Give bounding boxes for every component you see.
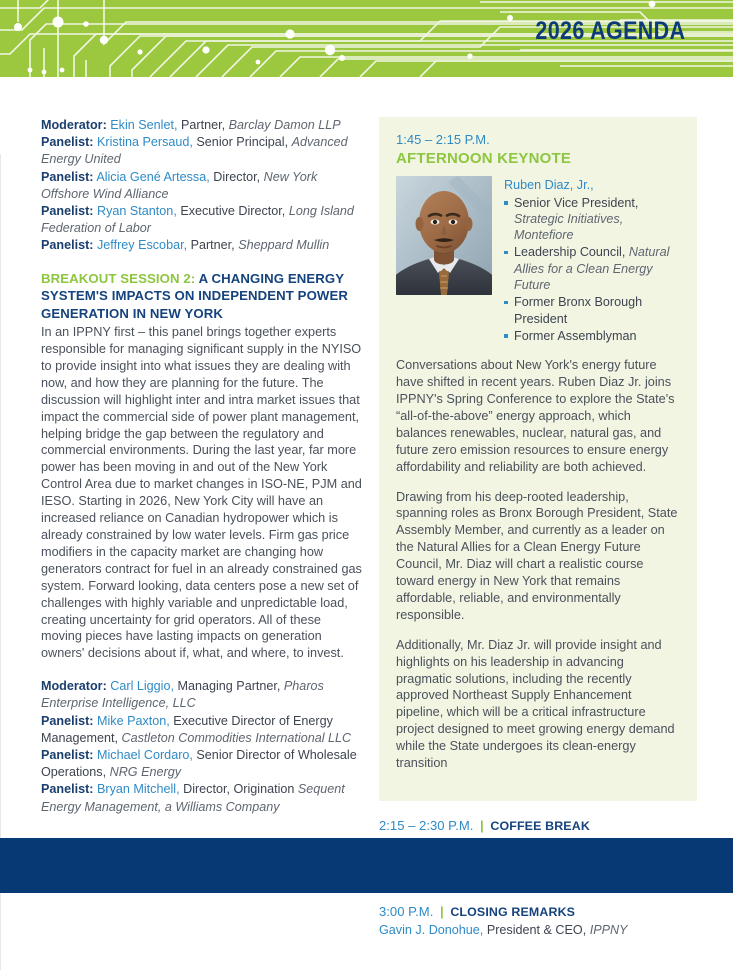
speaker-name: Jeffrey Escobar, xyxy=(97,238,188,253)
speaker-org: Sequent Energy Management, a Williams Company xyxy=(41,782,345,814)
credential-text: Former Bronx Borough President xyxy=(514,295,643,326)
speaker-title: Executive Director, xyxy=(180,204,286,219)
speaker-line xyxy=(41,117,363,134)
speaker-line xyxy=(41,237,363,254)
credential-text: Senior Vice President, xyxy=(514,195,639,210)
speaker-name: Mike Paxton, xyxy=(97,713,170,728)
schedule-time: 2:15 – 2:30 P.M. xyxy=(379,818,474,834)
speaker-org: NRG Energy xyxy=(109,765,181,780)
speaker-name: Ryan Stanton, xyxy=(97,204,177,219)
keynote-paragraph: Conversations about New York's energy future have shifted in recent years. Ruben Diaz Jr. joins IPPNY's Spring Conference to explore the State's “all-of-the-above” energy approach, which balances renewables, nuclear, natural gas, and future zero emission resources to ensure energy affordability and reliability are both achieved. xyxy=(396,358,675,474)
speaker-role: Panelist: xyxy=(41,238,94,253)
panel-two-speaker-list xyxy=(41,678,363,816)
speaker-role: Moderator: xyxy=(41,679,107,694)
schedule-label: CLOSING REMARKS xyxy=(450,905,576,920)
speaker-title: Partner, xyxy=(181,118,226,132)
session-kicker: BREAKOUT SESSION 2: xyxy=(41,270,196,286)
speaker-name: Michael Cordaro, xyxy=(97,748,193,763)
page-header xyxy=(0,0,733,77)
speaker-line xyxy=(41,713,363,747)
credential-italic: Strategic Initiatives, Montefiore xyxy=(514,211,624,243)
speaker-line xyxy=(41,747,363,781)
speaker-org: Castleton Commodities International LLC xyxy=(121,730,352,745)
session-description: In an IPPNY first – this panel brings together experts responsible for managing significant supply in the NYISO to provide insight into what issues they are dealing with now, and how they are planning for the future. The discussion will highlight inter and intra market issues that impact the commercial side of power plant management, helping bridge the gap between the regulatory and commercial environments. During the last year, far more power has been moving in and out of the New York Control Area due to market changes in ISO-NE, PJM and IESO. Starting in 2026, New York City will have an increased reliance on Canadian hydropower which is already constrained by low water levels. Firm gas price modifiers in the capacity market are changing how generators contract for fuel in an already constrained gas system. Forward looking, data centers pose a new set of challenges with highly variable and unpredictable load, creating uncertainty for grid operators. All of these moving pieces have lasting impacts on generation owners' decisions about if, what, and where, to invest. xyxy=(41,325,362,661)
speaker-name: Alicia Gené Artessa, xyxy=(96,169,210,184)
right-column xyxy=(379,117,697,955)
speaker-role: Panelist: xyxy=(41,748,94,763)
schedule-person xyxy=(379,922,697,939)
credential-item xyxy=(504,195,680,244)
speaker-title: Managing Partner, xyxy=(177,679,281,694)
schedule-separator: | xyxy=(440,904,444,920)
schedule-item-closing-remarks xyxy=(379,903,697,939)
speaker-name: Kristina Persaud, xyxy=(97,135,193,150)
keynote-paragraph: Additionally, Mr. Diaz Jr. will provide insight and highlights on his leadership in advancing pragmatic solutions, including the recently approved Northeast Supply Enhancement pipeline, which will be a critical infrastructure project designed to meet growing energy demand while the State undergoes its clean-energy transition xyxy=(396,637,675,771)
panel-one-speaker-list xyxy=(41,117,363,255)
speaker-title: Director, Origination xyxy=(183,782,295,797)
speaker-role: Panelist: xyxy=(41,204,94,219)
speaker-org: Barclay Damon LLP xyxy=(228,118,341,132)
person-name: Gavin J. Donohue, xyxy=(379,923,484,938)
session-title: A CHANGING ENERGY SYSTEM'S IMPACTS ON INDEPENDENT POWER GENERATION IN NEW YORK xyxy=(41,270,348,321)
keynote-speaker-name: Ruben Diaz, Jr., xyxy=(504,178,594,192)
speaker-line xyxy=(41,134,363,168)
speaker-line xyxy=(41,781,363,815)
person-title: President & CEO, xyxy=(486,923,587,938)
credential-italic: Natural Allies for a Clean Energy Future xyxy=(514,245,670,292)
left-column xyxy=(41,117,363,852)
page-body xyxy=(0,77,733,938)
speaker-role: Moderator: xyxy=(41,118,107,132)
keynote-heading: AFTERNOON KEYNOTE xyxy=(396,150,572,167)
speaker-title: Director, xyxy=(213,169,261,184)
keynote-speaker-summary xyxy=(396,176,680,345)
schedule-row xyxy=(379,903,697,921)
speaker-org: Advanced Energy United xyxy=(41,135,348,167)
keynote-credentials-list xyxy=(504,195,680,345)
speaker-line xyxy=(41,678,363,712)
speaker-title: Partner, xyxy=(190,238,235,253)
afternoon-keynote-card xyxy=(379,117,697,801)
credential-text: Former Assemblyman xyxy=(514,328,637,343)
speaker-role: Panelist: xyxy=(41,713,94,728)
breakout-session-heading xyxy=(41,270,363,323)
speaker-role: Panelist: xyxy=(41,169,94,184)
schedule-item-coffee-break xyxy=(379,817,697,835)
speaker-name: Bryan Mitchell, xyxy=(97,782,180,797)
schedule-separator: | xyxy=(480,818,484,834)
speaker-line xyxy=(41,169,363,203)
speaker-name: Carl Liggio, xyxy=(110,679,174,694)
keynote-bio xyxy=(504,176,680,345)
speaker-name: Ekin Senlet, xyxy=(110,118,178,132)
credential-item xyxy=(504,328,680,344)
keynote-paragraph: Drawing from his deep-rooted leadership, spanning roles as Bronx Borough President, State Assembly Member, and currently as a leader on the Natural Allies for a Clean Energy Future Council, Mr. Diaz will chart a realistic course toward energy in New York that remains affordable, reliable, and environmentally responsible. xyxy=(396,489,678,622)
speaker-title: Senior Principal, xyxy=(196,135,289,150)
speaker-org: Sheppard Mullin xyxy=(238,238,330,253)
speaker-title: Senior Director of Wholesale Operations, xyxy=(41,748,357,780)
speaker-org: New York Offshore Wind Alliance xyxy=(41,169,318,201)
schedule-row xyxy=(379,817,697,835)
speaker-title: Executive Director of Energy Management, xyxy=(41,713,333,745)
schedule-time: 3:00 P.M. xyxy=(379,904,434,920)
person-org: IPPNY xyxy=(589,923,628,938)
keynote-time: 1:45 – 2:15 P.M. xyxy=(396,132,490,147)
credential-text: Leadership Council, xyxy=(514,245,626,260)
page-footer-bar xyxy=(0,838,733,893)
speaker-role: Panelist: xyxy=(41,135,94,150)
credential-item xyxy=(504,244,680,293)
speaker-role: Panelist: xyxy=(41,782,94,797)
speaker-org: Long Island Federation of Labor xyxy=(41,204,354,236)
credential-item xyxy=(504,294,680,327)
keynote-speaker-headshot xyxy=(396,176,492,295)
speaker-org: Pharos Enterprise Intelligence, LLC xyxy=(41,679,324,711)
schedule-label: COFFEE BREAK xyxy=(490,819,590,834)
page-title: 2026 AGENDA xyxy=(535,17,685,45)
speaker-line xyxy=(41,203,363,237)
